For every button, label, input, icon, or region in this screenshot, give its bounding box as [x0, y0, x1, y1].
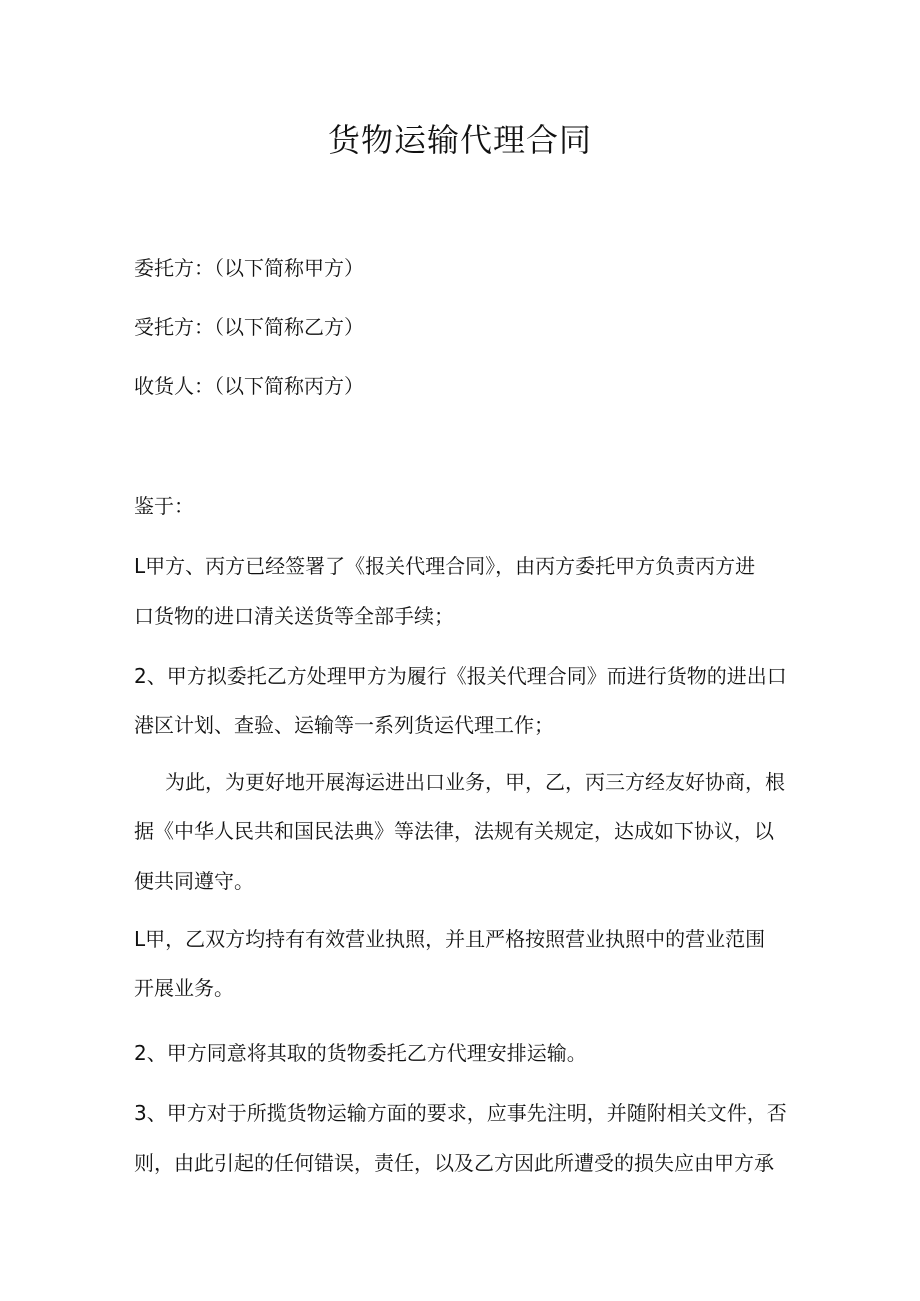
- clause-3-line-1: 3、甲方对于所揽货物运输方面的要求，应事先注明，并随附相关文件，否: [134, 1101, 787, 1125]
- clause-2-line-1: 2、甲方同意将其取的货物委托乙方代理安排运输。: [134, 1041, 587, 1065]
- document-title: 货物运输代理合同: [327, 121, 592, 159]
- party-consignee: 收货人：（以下简称丙方）: [134, 374, 364, 398]
- recital-2-line-2: 港区计划、查验、运输等一系列货运代理工作；: [134, 713, 554, 737]
- party-agent: 受托方：（以下简称乙方）: [134, 315, 364, 339]
- recital-1-line-2: 口货物的进口清关送货等全部手续；: [134, 604, 454, 628]
- preamble-line-3: 便共同遵守。: [134, 869, 254, 893]
- clause-3-line-2: 则，由此引起的任何错误，责任，以及乙方因此所遭受的损失应由甲方承: [134, 1151, 774, 1175]
- whereas-label: 鉴于：: [134, 494, 194, 518]
- clause-1-line-1: L甲，乙双方均持有有效营业执照，并且严格按照营业执照中的营业范围: [134, 927, 766, 951]
- preamble-line-1: 为此，为更好地开展海运进出口业务，甲，乙，丙三方经友好协商，根: [165, 770, 785, 794]
- preamble-line-2: 据《中华人民共和国民法典》等法律，法规有关规定，达成如下协议，以: [134, 819, 774, 843]
- clause-1-line-2: 开展业务。: [134, 976, 234, 1000]
- recital-2-line-1: 2、甲方拟委托乙方处理甲方为履行《报关代理合同》而进行货物的进出口: [134, 664, 787, 688]
- party-client: 委托方：（以下简称甲方）: [134, 256, 364, 280]
- recital-1-line-1: L甲方、丙方已经签署了《报关代理合同》，由丙方委托甲方负责丙方进: [134, 554, 756, 578]
